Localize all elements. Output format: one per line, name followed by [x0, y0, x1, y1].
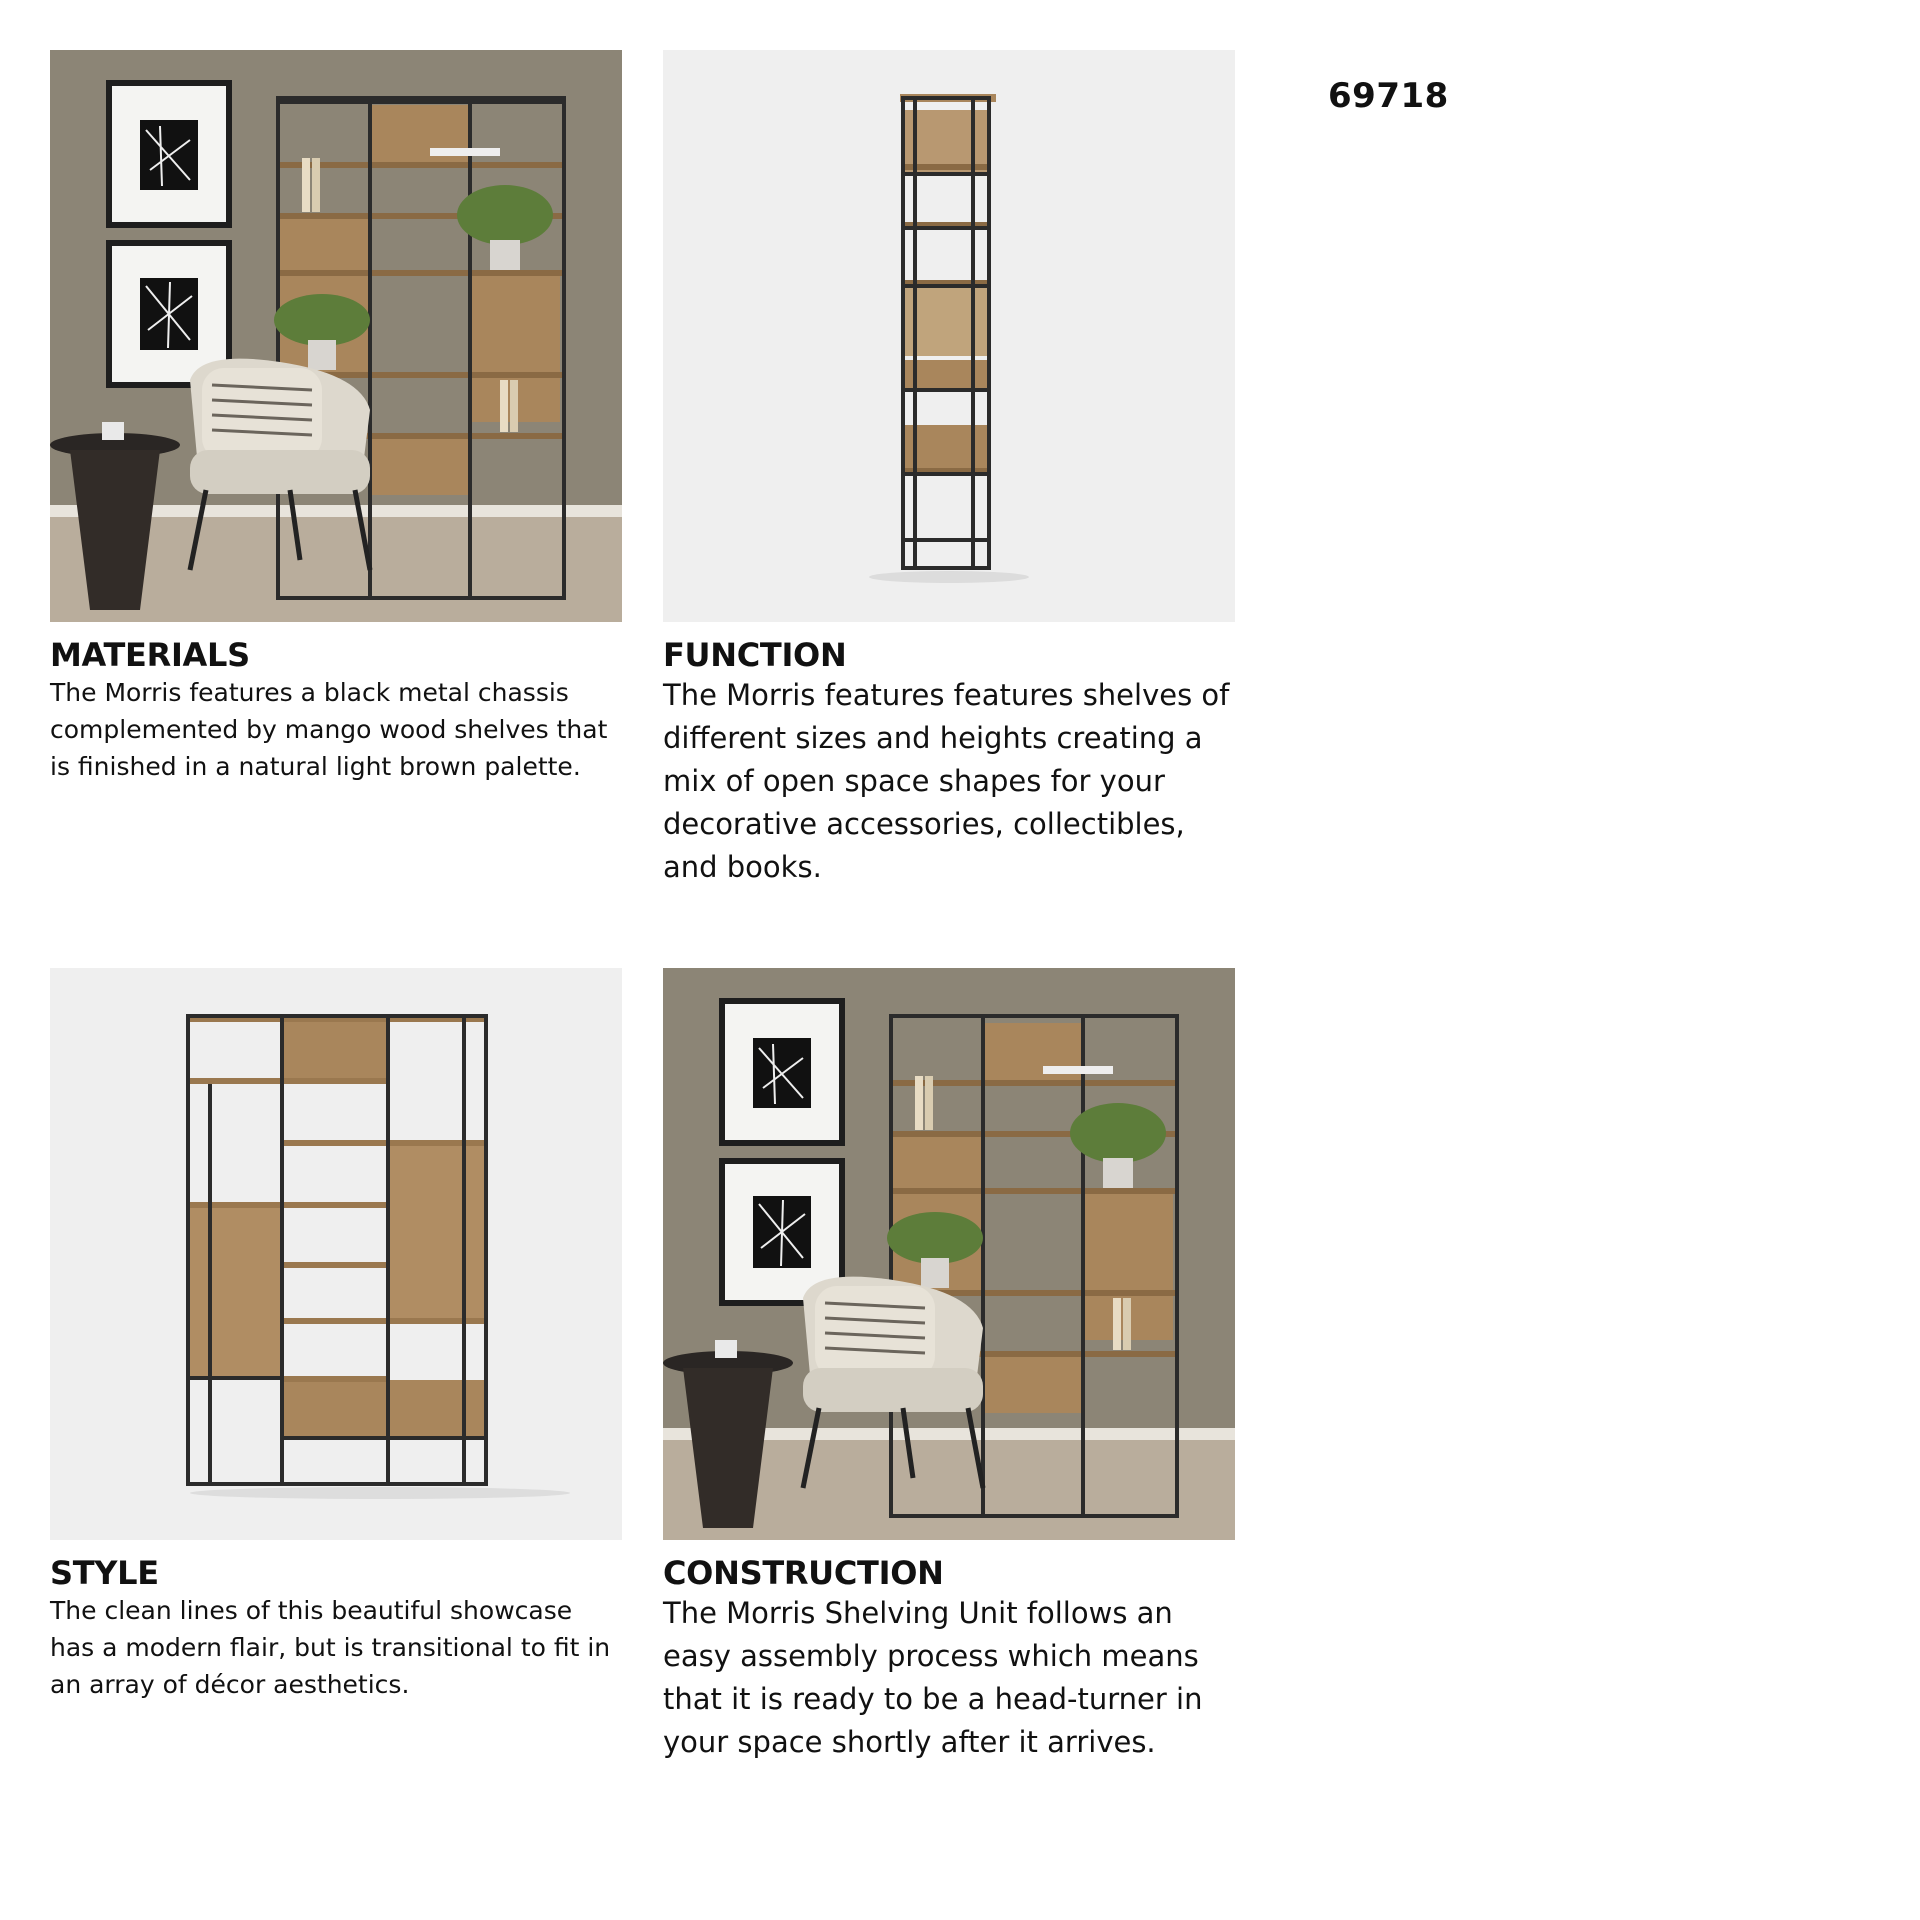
card-construction: [663, 968, 1235, 1764]
room-scene-photo: [663, 968, 1235, 1540]
card-title: FUNCTION: [663, 636, 847, 674]
card-title: CONSTRUCTION: [663, 1554, 944, 1592]
card-title: STYLE: [50, 1554, 159, 1592]
card-text: The Morris features a black metal chassis complemented by mango wood shelves that is finished in a natural light brown palette.: [50, 678, 608, 781]
room-scene-photo: [50, 50, 622, 622]
card-text: The Morris features features shelves of different sizes and heights creating a mix of open space shapes for your decorative accessories, collectibles, and books.: [663, 678, 1230, 884]
side-view-photo: [663, 50, 1235, 622]
card-text: The clean lines of this beautiful showcase has a modern flair, but is transitional to fit in an array of décor aesthetics.: [50, 1596, 611, 1699]
card-function: [663, 50, 1235, 889]
card-style: [50, 968, 622, 1703]
card-text: The Morris Shelving Unit follows an easy assembly process which means that it is ready to be a head-turner in your space shortly after it arrives.: [663, 1596, 1203, 1759]
card-materials: [50, 50, 622, 785]
product-id: 69718: [1328, 76, 1449, 116]
card-title: MATERIALS: [50, 636, 250, 674]
front-view-photo: [50, 968, 622, 1540]
